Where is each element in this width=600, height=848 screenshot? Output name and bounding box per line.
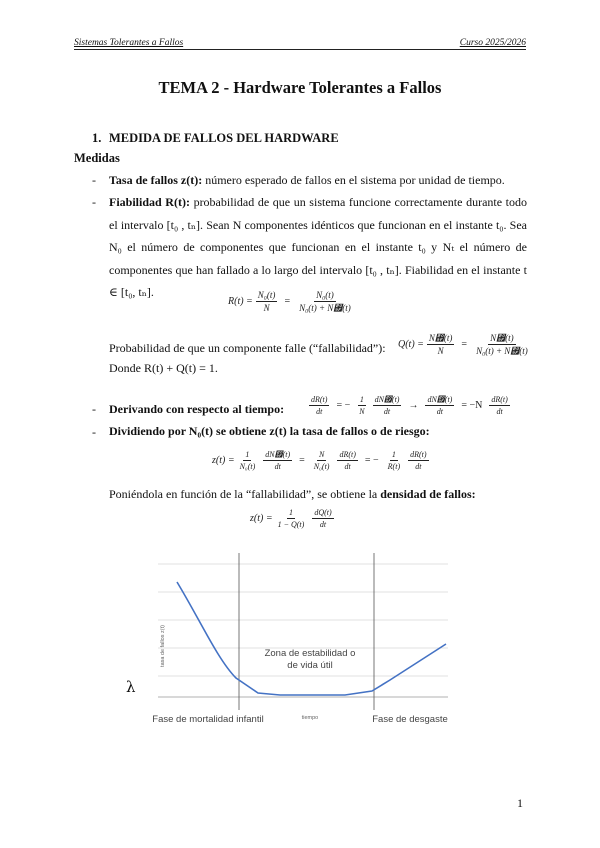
denominator: dt (383, 407, 391, 416)
numerator: N₟(t) (490, 333, 514, 343)
lambda-symbol: λ (126, 678, 136, 696)
denominator: R(t) (387, 462, 401, 471)
fraction (276, 508, 307, 529)
numerator: 1 (359, 395, 364, 404)
term-dividiendo: Dividiendo por N₀(t) se obtiene z(t) la tasa de fallos o de riesgo: (109, 424, 430, 438)
arrow-symbol: → (408, 400, 419, 411)
fraction (408, 450, 428, 471)
numerator: dR(t) (491, 395, 508, 404)
section-title: MEDIDA DE FALLOS DEL HARDWARE (109, 131, 339, 145)
fraction (373, 395, 402, 416)
numerator: dN₟(t) (374, 395, 400, 404)
operator: = −N (461, 400, 483, 411)
fraction (427, 333, 455, 356)
text-poniendo-body: Poniéndola en función de la “fallabilidad”, se obtiene la (109, 487, 381, 501)
operator: = − (336, 400, 351, 411)
term-derivando: Derivando con respecto al tiempo: (109, 402, 285, 416)
formula-lhs: z(t) = (212, 455, 235, 466)
bullet-dividiendo (109, 424, 430, 439)
numerator: N (318, 450, 325, 459)
fraction (312, 508, 333, 529)
denominator: N₀(t) + N₟(t) (299, 303, 351, 313)
term-fiabilidad: Fiabilidad R(t): (109, 195, 190, 209)
zone-label-line1: Zona de estabilidad o (264, 648, 356, 659)
numerator: dR(t) (339, 450, 356, 459)
formula-lhs: z(t) = (250, 513, 273, 524)
text-probabilidad: Probabilidad de que un componente falle (“fallabilidad”): (109, 341, 386, 355)
text-poniendo (109, 487, 476, 502)
formula-derivada (306, 395, 513, 416)
formula-tasa-riesgo (212, 450, 432, 471)
denominator: N (263, 303, 270, 313)
numerator: 1 (288, 508, 293, 517)
fraction (337, 450, 357, 471)
bullet-dash: - (92, 425, 96, 439)
page-number: 1 (517, 796, 523, 810)
subheading-medidas: Medidas (74, 151, 120, 165)
numerator: 1 (245, 450, 250, 459)
term-tasa-fallos: Tasa de fallos z(t): (109, 173, 203, 187)
bullet-dash: - (92, 195, 96, 209)
numerator: dQ(t) (314, 508, 332, 517)
page-header (74, 38, 526, 50)
header-year: Curso 2025/2026 (459, 38, 526, 48)
denominator: dt (496, 407, 503, 416)
bullet-dash: - (92, 173, 96, 187)
denominator: N (359, 407, 365, 416)
numerator: N₀(t) (257, 290, 276, 300)
formula-lhs: R(t) = (228, 296, 253, 307)
bathtub-curve-chart (150, 550, 470, 725)
fraction (263, 450, 292, 471)
operator: = (299, 455, 305, 466)
numerator: dR(t) (311, 395, 328, 404)
bullet-fiabilidad (109, 191, 527, 304)
denominator: dt (415, 462, 422, 471)
operator: = − (364, 455, 379, 466)
section-heading (92, 131, 339, 146)
fraction (297, 290, 353, 313)
denominator: dt (274, 462, 281, 471)
numerator: N₟(t) (428, 333, 453, 343)
fraction (425, 395, 454, 416)
zone-label-line2: de vida útil (287, 660, 333, 671)
denominator: dt (316, 407, 323, 416)
formula-fiabilidad (228, 290, 356, 313)
denominator: dt (344, 462, 351, 471)
fraction (238, 450, 258, 471)
operator: = (284, 296, 291, 307)
bullet-dash: - (92, 402, 96, 416)
denominator: N₀(t) (313, 462, 330, 471)
term-densidad-fallos: densidad de fallos: (380, 487, 476, 501)
text-donde: Donde R(t) + Q(t) = 1. (109, 361, 218, 375)
denominator: N₀(t) (239, 462, 256, 471)
fraction (357, 395, 366, 416)
header-course-name: Sistemas Tolerantes a Fallos (74, 38, 184, 48)
operator: = (461, 339, 468, 350)
fraction (489, 395, 509, 416)
formula-densidad-fallos (250, 508, 337, 529)
numerator: dN₟(t) (427, 395, 453, 404)
denominator: N₀(t) + N₟(t) (476, 346, 528, 356)
denominator: dt (319, 520, 327, 529)
failure-rate-curve (177, 582, 446, 695)
y-axis-label: tasa de fallos z(t) (160, 625, 166, 667)
numerator: N₀(t) (316, 290, 334, 300)
desc-tasa-fallos: número esperado de fallos en el sistema por unidad de tiempo. (202, 173, 505, 187)
desc-fiabilidad: probabilidad de que un sistema funcione correctamente durante todo el intervalo [t₀ , tₙ]. Sean N componentes idénticos que funcionan en el instante t₀. Sea N₀ el número de componentes que funcionan en el instante t₀ y Nₜ el número de componentes que han fallado a lo largo del intervalo [t₀ , tₙ]. Fiabilidad en el instante t ∈ [t₀, tₙ]. (109, 195, 527, 299)
bullet-derivando (109, 402, 284, 417)
x-axis-label: tiempo (301, 715, 319, 721)
denominator: N (437, 346, 444, 356)
label-infant-mortality: Fase de mortalidad infantil (152, 714, 264, 725)
fraction (474, 333, 530, 356)
label-wearout: Fase de desgaste (372, 714, 448, 725)
grid-lines (158, 564, 448, 697)
denominator: 1 − Q(t) (277, 520, 305, 529)
bullet-tasa-fallos (109, 169, 527, 192)
fraction (256, 290, 278, 313)
fraction (386, 450, 402, 471)
fraction (309, 395, 329, 416)
formula-lhs: Q(t) = (398, 339, 424, 350)
fraction (312, 450, 332, 471)
section-number: 1. (92, 131, 102, 145)
numerator: dN₟(t) (265, 450, 291, 459)
document-title: TEMA 2 - Hardware Tolerantes a Fallos (158, 78, 442, 97)
numerator: 1 (391, 450, 396, 459)
formula-fallabilidad (398, 333, 533, 356)
denominator: dt (436, 407, 444, 416)
numerator: dR(t) (410, 450, 427, 459)
